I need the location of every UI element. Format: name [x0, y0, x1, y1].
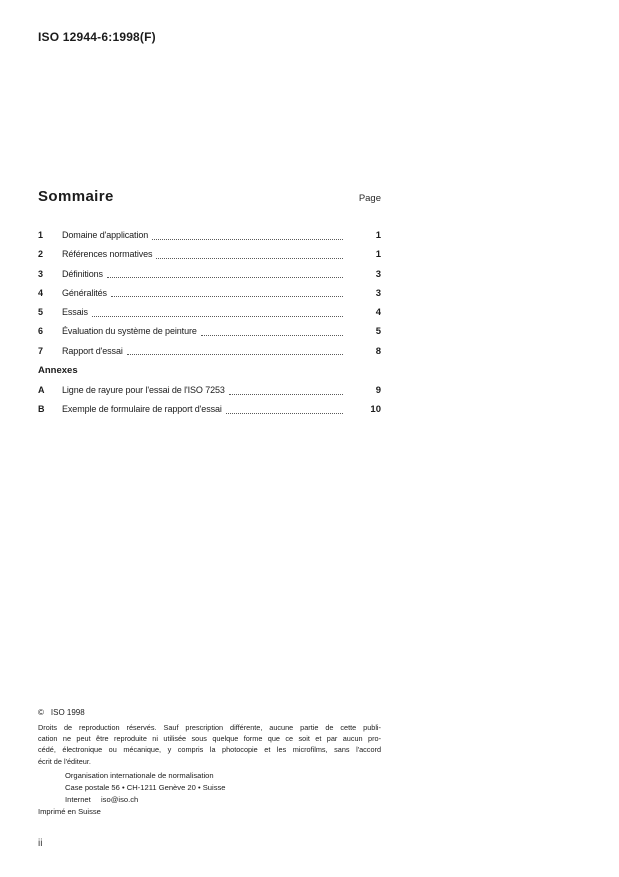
- toc-entry-number: A: [38, 385, 45, 395]
- org-address: Case postale 56 • CH-1211 Genève 20 • Suisse: [65, 782, 226, 792]
- rights-text-line: cation ne peut être reproduite ni utilisée sous quelque forme que ce soit et par aucun pro-: [38, 734, 381, 744]
- toc-entry-page: 8: [375, 345, 381, 357]
- toc-heading: [38, 188, 381, 205]
- toc-entry-page: 4: [375, 307, 381, 319]
- toc-entry-title: Rapport d'essai: [62, 345, 123, 356]
- toc-entry-page: 1: [375, 249, 381, 261]
- dotted-leader: [156, 258, 343, 259]
- annex-list: [38, 384, 381, 423]
- toc-page-column-label: Page: [358, 193, 381, 204]
- toc-entry-number: B: [38, 404, 45, 415]
- toc-entry-title: Domaine d'application: [62, 230, 149, 240]
- rights-paragraph: [38, 722, 381, 767]
- toc-entry-number: 3: [38, 268, 44, 279]
- printed-in-line: Imprimé en Suisse: [38, 806, 101, 816]
- dotted-leader: [107, 277, 343, 278]
- dotted-leader: [152, 239, 343, 240]
- document-header: ISO 12944-6:1998(F): [38, 30, 156, 44]
- dotted-leader: [111, 296, 343, 297]
- org-name: Organisation internationale de normalisation: [65, 770, 214, 780]
- toc-entry-title: Généralités: [62, 287, 107, 298]
- address-block: [65, 770, 381, 806]
- toc-entry: [38, 384, 381, 397]
- toc-entry-title: Définitions: [62, 268, 103, 279]
- toc-entry: [38, 345, 381, 358]
- toc-entry-page: 1: [375, 230, 381, 241]
- toc-entry-page: 3: [375, 268, 381, 280]
- toc-entry-number: 5: [38, 307, 44, 318]
- toc-entry-title: Essais: [62, 307, 88, 318]
- dotted-leader: [92, 316, 343, 317]
- toc-entry-number: 2: [38, 249, 44, 260]
- org-internet-line: [65, 794, 381, 806]
- toc-entry: [38, 306, 381, 319]
- rights-text-line: écrit de l'éditeur.: [38, 756, 91, 766]
- toc-entry: [38, 325, 381, 338]
- toc-entry-title: Ligne de rayure pour l'essai de l'ISO 7253: [62, 385, 225, 395]
- copyright-footer: [38, 708, 381, 818]
- toc-list: [38, 229, 381, 364]
- copyright-line: [38, 708, 381, 718]
- page-number: ii: [38, 838, 43, 849]
- toc-entry-title: Évaluation du système de peinture: [62, 326, 197, 337]
- toc-entry: [38, 403, 381, 416]
- dotted-leader: [127, 354, 343, 355]
- dotted-leader: [226, 413, 343, 414]
- toc-entry-number: 7: [38, 345, 44, 356]
- copyright-text: ISO 1998: [50, 708, 85, 717]
- dotted-leader: [201, 335, 343, 336]
- toc-entry-page: 10: [370, 404, 381, 416]
- internet-label: Internet: [65, 794, 91, 804]
- internet-value: iso@iso.ch: [101, 794, 139, 804]
- dotted-leader: [229, 394, 343, 395]
- toc-entry-page: 3: [375, 287, 381, 299]
- copyright-symbol: ©: [38, 708, 44, 717]
- toc-entry: [38, 268, 381, 281]
- rights-text-line: cédé, électronique ou mécanique, y compris la photocopie et les microfilms, sans l'accord: [38, 745, 381, 755]
- toc-entry-number: 1: [38, 230, 44, 240]
- rights-text-line: Droits de reproduction réservés. Sauf prescription différente, aucune partie de cette publi-: [38, 723, 381, 732]
- toc-title: Sommaire: [38, 188, 114, 205]
- toc-entry: [38, 287, 381, 300]
- toc-entry-page: 5: [375, 326, 381, 338]
- toc-entry: [38, 229, 381, 242]
- toc-entry-title: Exemple de formulaire de rapport d'essai: [62, 404, 222, 415]
- toc-entry: [38, 248, 381, 261]
- toc-entry-number: 4: [38, 287, 44, 298]
- toc-entry-title: Références normatives: [62, 249, 153, 260]
- toc-entry-number: 6: [38, 326, 44, 337]
- annexes-heading: Annexes: [38, 365, 78, 376]
- toc-entry-page: 9: [375, 385, 381, 396]
